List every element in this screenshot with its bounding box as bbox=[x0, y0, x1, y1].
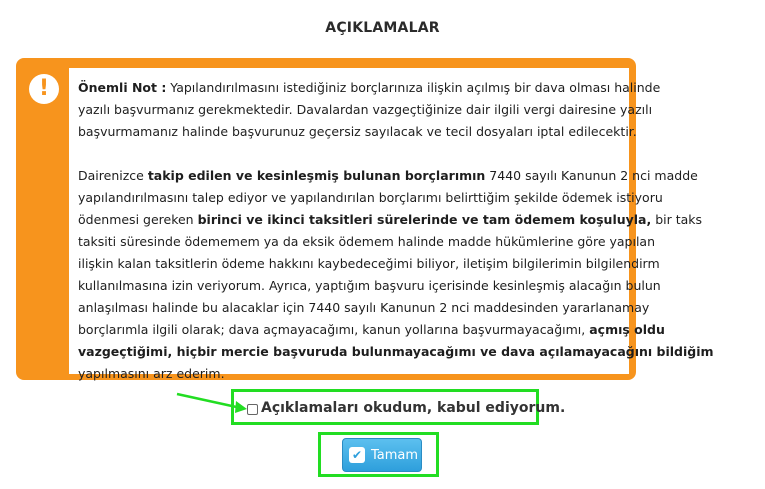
ok-button-label: Tamam bbox=[371, 448, 419, 463]
notice-line bbox=[78, 165, 698, 187]
notice-line: ilişkin kalan taksitlerin ödeme hakkını kaybedeceğimi biliyor, iletişim bilgilerimin bilgilendirm bbox=[78, 256, 660, 271]
notice-line bbox=[78, 209, 703, 231]
notice-text: 7440 sayılı Kanunun 2 nci madde bbox=[485, 168, 698, 183]
notice-text: Dairenizce bbox=[78, 168, 148, 183]
notice-text-panel bbox=[69, 68, 714, 381]
notice-line: kullanılmasına izin veriyorum. Ayrıca, yaptığım başvuru içerisinde kesinleşmiş alacağın bulun bbox=[78, 278, 661, 293]
accept-label[interactable]: Açıklamaları okudum, kabul ediyorum. bbox=[261, 400, 566, 416]
notice-line: anlaşılması halinde bu alacaklar için 7440 sayılı Kanunun 2 nci maddesinden yararlanamay bbox=[78, 300, 650, 315]
notice-text: Yapılandırılmasını istediğiniz borçlarınıza ilişkin açılmış bir dava olması halinde bbox=[166, 80, 661, 95]
page-title: AÇIKLAMALAR bbox=[325, 20, 440, 36]
check-icon: ✔ bbox=[349, 447, 365, 463]
notice-emphasis: açmış oldu bbox=[589, 322, 665, 337]
notice-text: borçlarımla ilgili olarak; dava açmayacağımı, kanun yollarına başvurmayacağımı, bbox=[78, 322, 590, 337]
notice-line: yapılandırılmasını talep ediyor ve yapılandırılan borçlarımı belirttiğim şekilde ödemek istiyoru bbox=[78, 190, 663, 205]
notice-text: bir taks bbox=[651, 212, 703, 227]
accept-checkbox[interactable] bbox=[247, 404, 258, 415]
ok-button[interactable] bbox=[342, 438, 422, 472]
notice-emphasis: vazgeçtiğimi, hiçbir mercie başvuruda bulunmayacağımı ve dava açılamayacağını bildiğim bbox=[78, 344, 714, 359]
notice-line bbox=[78, 341, 714, 363]
notice-line bbox=[78, 77, 661, 99]
notice-line bbox=[78, 319, 665, 341]
notice-line: yazılı başvurmanız gerekmektedir. Davalardan vazgeçtiğinize dair ilgili vergi dairesine yazılı bbox=[78, 102, 653, 117]
notice-line: taksiti süresinde ödememem ya da eksik ödemem halinde madde hükümlerine göre yapılan bbox=[78, 234, 656, 249]
notice-text: ödenmesi gereken bbox=[78, 212, 198, 227]
notice-emphasis: takip edilen ve kesinleşmiş bulunan borçlarımın bbox=[147, 168, 486, 183]
notice-line: yapılmasını arz ederim. bbox=[78, 366, 225, 381]
notice-line: başvurmamanız halinde başvurunuz geçersiz sayılacak ve tecil dosyaları iptal edilecektir. bbox=[78, 124, 637, 139]
notice-lead: Önemli Not : bbox=[78, 80, 167, 95]
notice-emphasis: birinci ve ikinci taksitleri sürelerinde ve tam ödemem koşuluyla, bbox=[197, 212, 652, 227]
exclamation-icon: ! bbox=[29, 74, 59, 104]
